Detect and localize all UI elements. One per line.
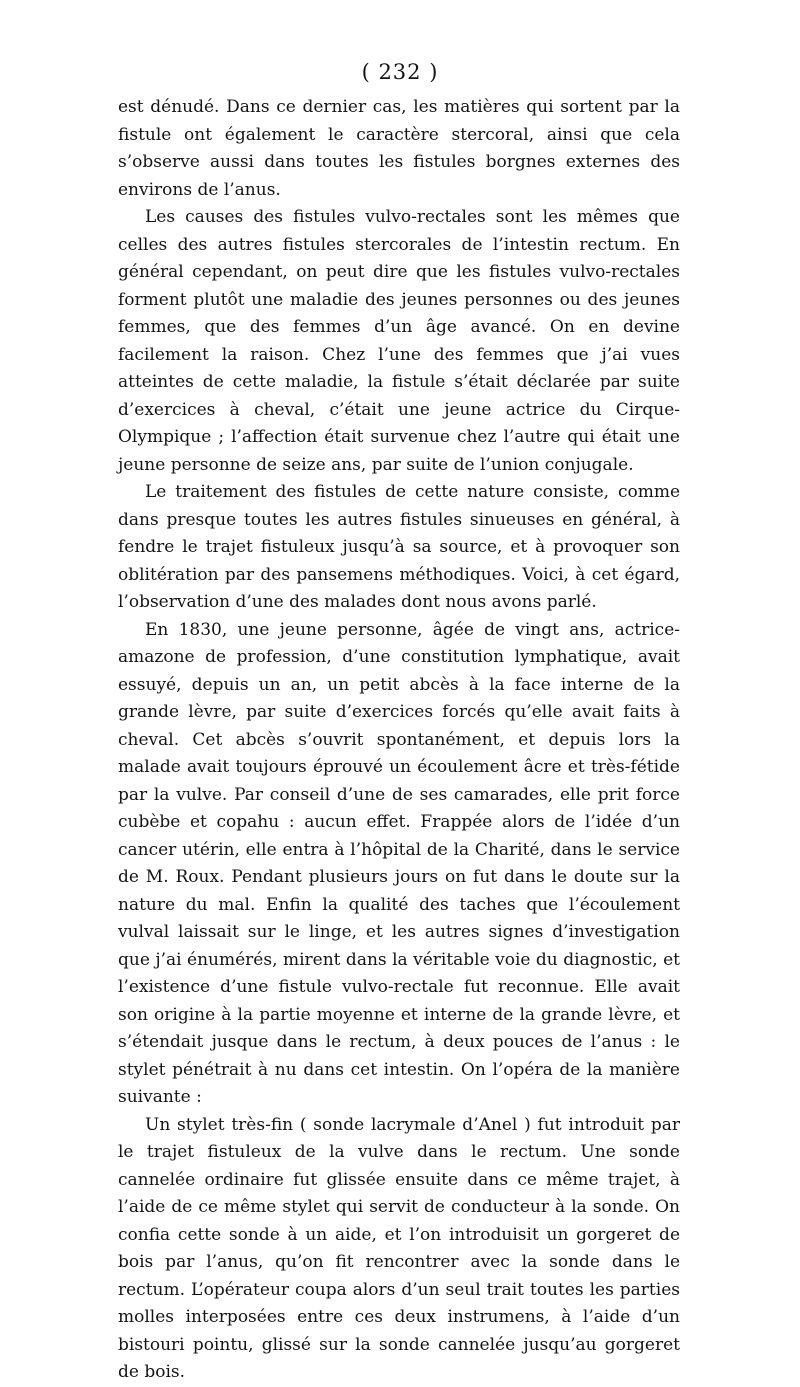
paragraph-causes: Les causes des fistules vulvo-rectales sont les mêmes que celles des autres fistules stercorales de l’intestin rectum. En général cependant, on peut dire que les fistules vulvo-rectales forment plutôt une maladie des jeunes personnes ou des jeunes femmes, que des femmes d’un âge avancé. On en devine facilement la raison. Chez l’une des femmes que j’ai vues atteintes de cette maladie, la fistule s’était déclarée par suite d’exercices à cheval, c’était une jeune actrice du Cirque-Olympique ; l’affection était survenue chez l’autre qui était une jeune personne de seize ans, par suite de l’union conjugale. — [118, 207, 680, 475]
paragraph-operation: Un stylet très-fin ( sonde lacrymale d’Anel ) fut introduit par le trajet fistuleux de la vulve dans le rectum. Une sonde cannelée ordinaire fut glissée ensuite dans ce même trajet, à l’aide de ce même stylet qui servit de conducteur à la sonde. On confia cette sonde à un aide, et l’on introduisit un gorgeret de bois par l’anus, qu’on fit rencontrer avec la sonde dans le rectum. L’opérateur coupa alors d’un seul trait toutes les parties molles interposées entre ces deux instrumens, à l’aide d’un bistouri pointu, glissé sur la sonde cannelée jusqu’au gorgeret de bois. — [118, 1114, 680, 1382]
page-number: ( 232 ) — [361, 60, 439, 84]
paragraph-case-observation: En 1830, une jeune personne, âgée de vingt ans, actrice-amazone de profession, d’une constitution lymphatique, avait essuyé, depuis un an, un petit abcès à la face interne de la grande lèvre, par suite d’exercices forcés qu’elle avait faits à cheval. Cet abcès s’ouvrit spontanément, et depuis lors la malade avait toujours éprouvé un écoulement âcre et très-fétide par la vulve. Par conseil d’une de ses camarades, elle prit force cubèbe et copahu : aucun effet. Frappée alors de l’idée d’un cancer utérin, elle entra à l’hôpital de la Charité, dans le service de M. Roux. Pendant plusieurs jours on fut dans le doute sur la nature du mal. Enfin la qualité des taches que l’écoulement vulval laissait sur le linge, et les autres signes d’investigation que j’ai énumérés, mirent dans la véritable voie du diagnostic, et l’existence d’une fistule vulvo-rectale fut reconnue. Elle avait son origine à la partie moyenne et interne de la grande lèvre, et s’étendait jusque dans le rectum, à deux pouces de l’anus : le stylet pénétrait à nu dans cet intestin. On l’opéra de la manière suivante : — [118, 619, 680, 1107]
paragraph-treatment: Le traitement des fistules de cette nature consiste, comme dans presque toutes les autres fistules sinueuses en général, à fendre le trajet fistuleux jusqu’à sa source, et à provoquer son oblitération par des pansemens méthodiques. Voici, à cet égard, l’observation d’une des malades dont nous avons parlé. — [118, 482, 680, 612]
paragraph-continuation: est dénudé. Dans ce dernier cas, les matières qui sortent par la fistule ont également le caractère stercoral, ainsi que cela s’observe aussi dans toutes les fistules borgnes externes des environs de l’anus. — [118, 97, 680, 200]
body-text — [118, 94, 680, 1387]
